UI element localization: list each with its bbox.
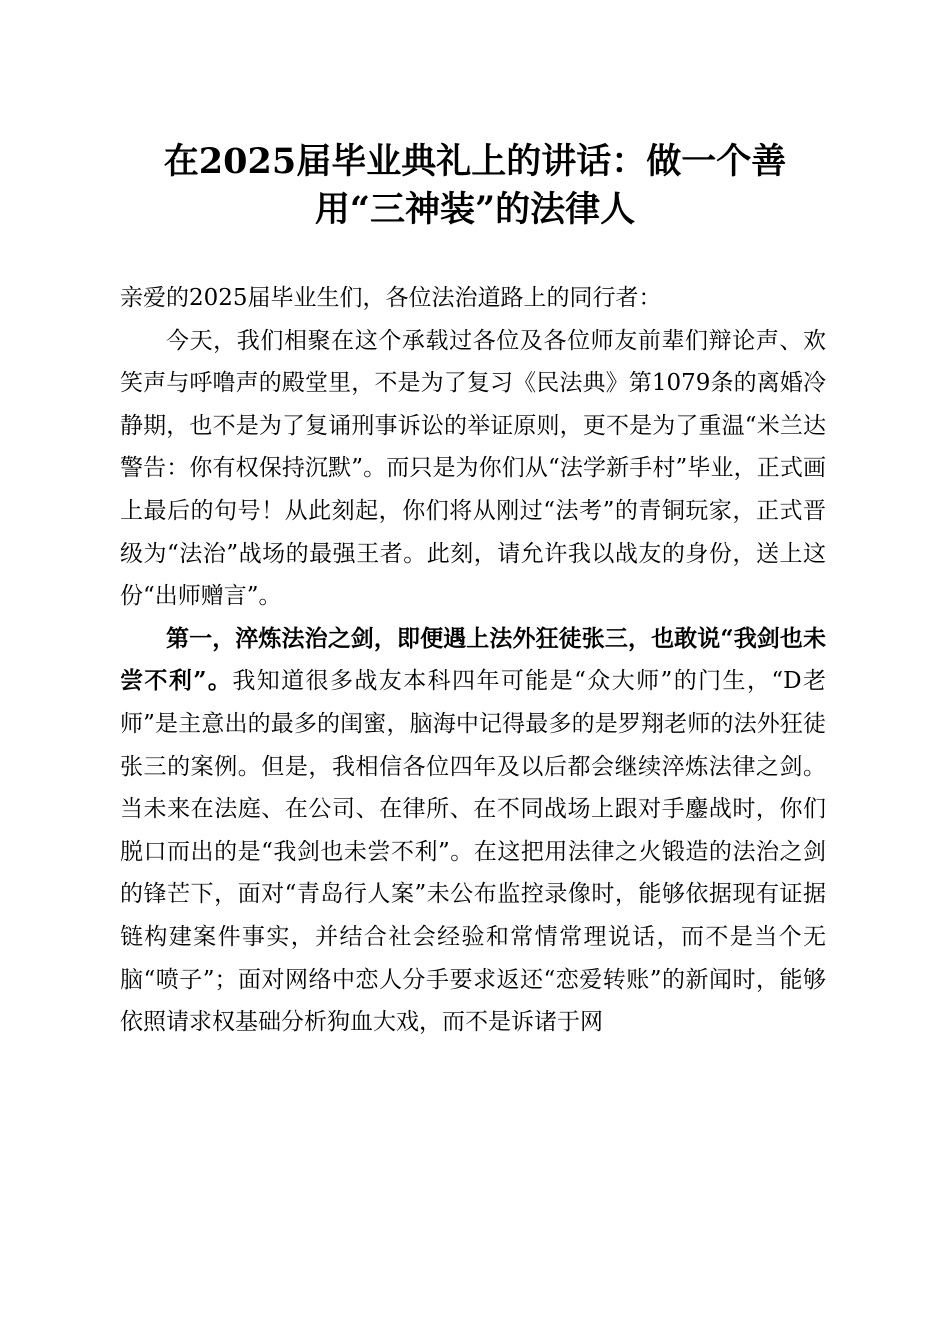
title-line-1: 在2025届毕业典礼上的讲话：做一个善: [163, 141, 787, 182]
paragraph-2: [120, 618, 826, 1044]
paragraph-2-body: 我知道很多战友本科四年可能是“众大师”的门生，“D老师”是主意出的最多的闺蜜，脑海中记得最多的是罗翔老师的法外狂徒张三的案例。但是，我相信各位四年及以后都会继续淬炼法律之剑。当未来在法庭、在公司、在律所、在不同战场上跟对手鏖战时，你们脱口而出的是“我剑也未尝不利”。在这把用法律之火锻造的法治之剑的锋芒下，面对“青岛行人案”未公布监控录像时，能够依据现有证据链构建案件事实，并结合社会经验和常情常理说话，而不是当个无脑“喷子”；面对网络中恋人分手要求返还“恋爱转账”的新闻时，能够依照请求权基础分析狗血大戏，而不是诉诸于网: [120, 668, 826, 1036]
paragraph-2-heading: 第一，淬炼法治之剑，即便遇上法外狂徒张三，也敢说“我剑也未尝不利”。: [120, 624, 826, 695]
document-title: [120, 138, 830, 234]
paragraph-1: 今天，我们相聚在这个承载过各位及各位师友前辈们辩论声、欢笑声与呼噜声的殿堂里，不是为了复习《民法典》第1079条的离婚冷静期，也不是为了复诵刑事诉讼的举证原则，更不是为了重温“米兰达警告：你有权保持沉默”。而只是为你们从“法学新手村”毕业，正式画上最后的句号！从此刻起，你们将从刚过“法考”的青铜玩家，正式晋级为“法治”战场的最强王者。此刻，请允许我以战友的身份，送上这份“出师赠言”。: [120, 327, 826, 610]
salutation: 亲爱的2025届毕业生们，各位法治道路上的同行者：: [120, 285, 662, 311]
title-line-2: 用“三神装”的法律人: [314, 189, 636, 230]
document-body: [120, 277, 826, 1044]
